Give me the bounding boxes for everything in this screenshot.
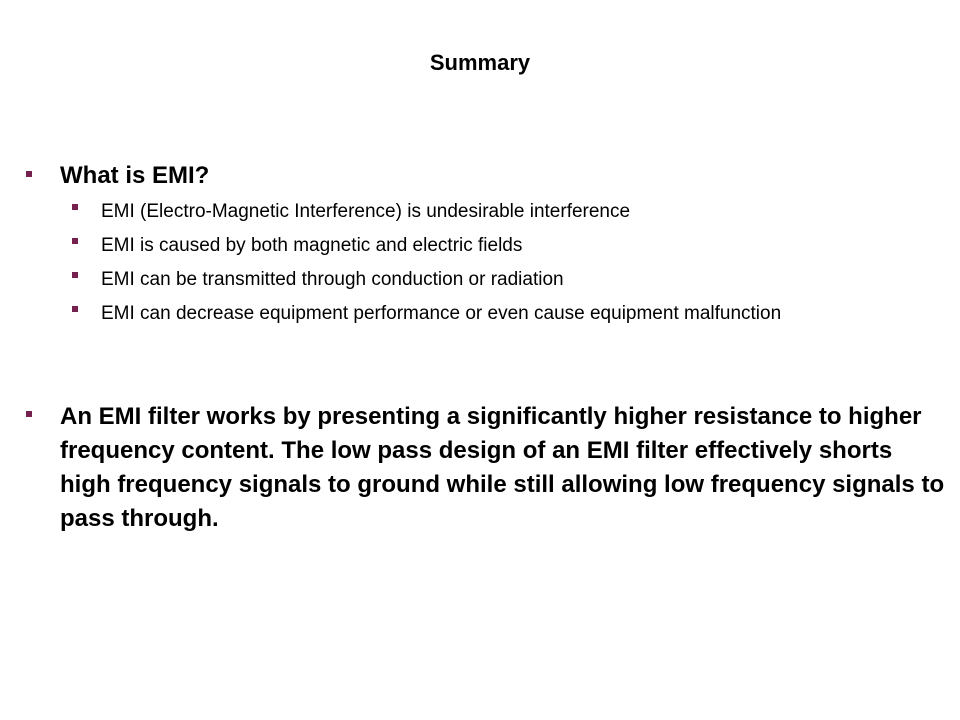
square-bullet-icon xyxy=(26,171,32,177)
subbullet-definition xyxy=(72,197,892,226)
square-bullet-icon xyxy=(72,306,78,312)
square-bullet-icon xyxy=(72,204,78,210)
subbullet-text: EMI (Electro-Magnetic Interference) is undesirable interference xyxy=(101,201,631,222)
bullet-text: What is EMI? xyxy=(60,162,210,189)
subbullet-text: EMI is caused by both magnetic and electric fields xyxy=(101,235,523,256)
bullet-what-is-emi xyxy=(26,160,926,192)
square-bullet-icon xyxy=(72,238,78,244)
subbullet-transmission xyxy=(72,265,892,294)
subbullet-effects xyxy=(72,299,892,328)
subbullet-text: EMI can decrease equipment performance or even cause equipment malfunction xyxy=(101,303,782,324)
subbullet-cause xyxy=(72,231,892,260)
bullet-text: An EMI filter works by presenting a significantly higher resistance to higher frequency content. The low pass design of an EMI filter effectively shorts high frequency signals to ground while still allowing low frequency signals to pass through. xyxy=(60,403,945,532)
bullet-emi-filter xyxy=(26,400,946,536)
slide-title: Summary xyxy=(429,50,531,75)
square-bullet-icon xyxy=(72,272,78,278)
square-bullet-icon xyxy=(26,411,32,417)
subbullet-text: EMI can be transmitted through conduction or radiation xyxy=(101,269,564,290)
